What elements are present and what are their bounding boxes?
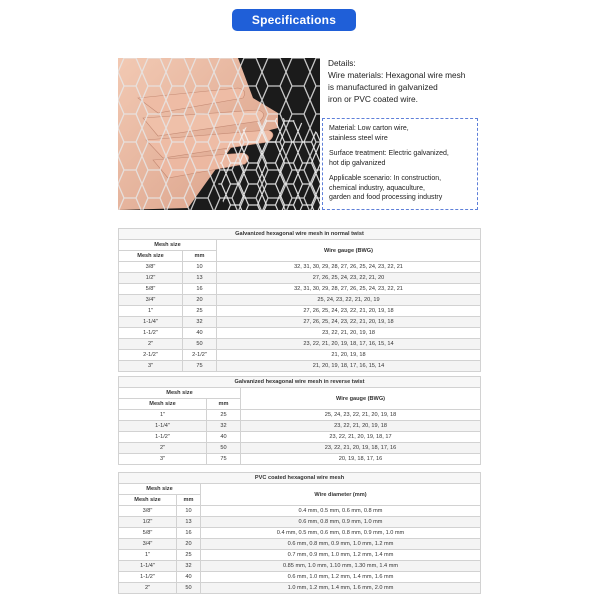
table-row <box>119 284 481 295</box>
mesh-size-cell: 3" <box>119 454 207 465</box>
application-line: garden and food processing industry <box>329 194 443 201</box>
mesh-size-header: Mesh size <box>119 495 177 506</box>
normal-twist-table <box>118 228 481 372</box>
mesh-size-header: Mesh size <box>119 399 207 410</box>
table-row <box>119 583 481 594</box>
mesh-size-cell: 1" <box>119 410 207 421</box>
mesh-size-cell: 5/8" <box>119 528 177 539</box>
value-cell: 25, 24, 23, 22, 21, 20, 19 <box>217 295 481 306</box>
mm-cell: 40 <box>177 572 201 583</box>
mm-cell: 20 <box>183 295 217 306</box>
table-row <box>119 432 481 443</box>
mesh-size-group-header: Mesh size <box>119 484 201 495</box>
mm-cell: 32 <box>177 561 201 572</box>
mm-cell: 16 <box>183 284 217 295</box>
mesh-size-cell: 1-1/2" <box>119 328 183 339</box>
surface-line: hot dip galvanized <box>329 159 386 167</box>
mesh-size-cell: 1" <box>119 550 177 561</box>
value-cell: 23, 22, 21, 20, 19, 18 <box>217 328 481 339</box>
value-cell: 1.0 mm, 1.2 mm, 1.4 mm, 1.6 mm, 2.0 mm <box>201 583 481 594</box>
material-line: stainless steel wire <box>329 134 388 142</box>
surface-text <box>329 149 471 168</box>
mm-header: mm <box>183 251 217 262</box>
mesh-size-cell: 2" <box>119 583 177 594</box>
mesh-size-cell: 3" <box>119 361 183 372</box>
mesh-size-cell: 1-1/4" <box>119 317 183 328</box>
mm-cell: 25 <box>177 550 201 561</box>
value-cell: 25, 24, 23, 22, 21, 20, 19, 18 <box>241 410 481 421</box>
application-line: chemical industry, aquaculture, <box>329 184 425 192</box>
mm-cell: 50 <box>177 583 201 594</box>
table-row <box>119 454 481 465</box>
mesh-size-cell: 3/4" <box>119 539 177 550</box>
value-cell: 0.6 mm, 0.8 mm, 0.9 mm, 1.0 mm <box>201 517 481 528</box>
mesh-size-cell: 1-1/2" <box>119 432 207 443</box>
mm-cell: 75 <box>207 454 241 465</box>
mm-header: mm <box>207 399 241 410</box>
mm-cell: 40 <box>183 328 217 339</box>
mesh-size-cell: 1/2" <box>119 273 183 284</box>
mesh-size-cell: 3/4" <box>119 295 183 306</box>
value-cell: 0.4 mm, 0.5 mm, 0.6 mm, 0.8 mm <box>201 506 481 517</box>
value-cell: 23, 22, 21, 20, 19, 18, 17, 16, 15, 14 <box>217 339 481 350</box>
details-line: is manufactured in galvanized <box>328 82 438 92</box>
surface-line: Surface treatment: Electric galvanized, <box>329 150 449 157</box>
value-cell: 0.6 mm, 1.0 mm, 1.2 mm, 1.4 mm, 1.6 mm <box>201 572 481 583</box>
material-info-box <box>322 118 478 210</box>
mesh-size-cell: 1-1/4" <box>119 421 207 432</box>
mm-cell: 32 <box>183 317 217 328</box>
mm-cell: 50 <box>183 339 217 350</box>
table-row <box>119 339 481 350</box>
mesh-size-group-header: Mesh size <box>119 388 241 399</box>
mm-cell: 13 <box>183 273 217 284</box>
mm-cell: 25 <box>207 410 241 421</box>
pvc-coated-table <box>118 472 481 594</box>
value-cell: 21, 20, 19, 18, 17, 16, 15, 14 <box>217 361 481 372</box>
mm-cell: 20 <box>177 539 201 550</box>
mesh-size-cell: 1-1/4" <box>119 561 177 572</box>
mesh-size-cell: 1-1/2" <box>119 572 177 583</box>
material-line: Material: Low carton wire, <box>329 125 409 132</box>
mesh-size-cell: 1/2" <box>119 517 177 528</box>
value-cell: 32, 31, 30, 29, 28, 27, 26, 25, 24, 23, 22, 21 <box>217 284 481 295</box>
table-row <box>119 550 481 561</box>
mm-cell: 2-1/2" <box>183 350 217 361</box>
details-line: Details: <box>328 58 356 68</box>
table-row <box>119 517 481 528</box>
wire-gauge-header: Wire gauge (BWG) <box>241 388 481 410</box>
table-row <box>119 410 481 421</box>
details-line: iron or PVC coated wire. <box>328 94 418 104</box>
value-cell: 27, 26, 25, 24, 23, 22, 21, 20 <box>217 273 481 284</box>
value-cell: 27, 26, 25, 24, 23, 22, 21, 20, 19, 18 <box>217 317 481 328</box>
wire-mesh-photo <box>118 58 320 210</box>
material-text <box>329 124 471 143</box>
table-row <box>119 421 481 432</box>
table-row <box>119 539 481 550</box>
value-cell: 23, 22, 21, 20, 19, 18, 17, 16 <box>241 443 481 454</box>
table-row <box>119 572 481 583</box>
value-cell: 0.6 mm, 0.8 mm, 0.9 mm, 1.0 mm, 1.2 mm <box>201 539 481 550</box>
mm-cell: 10 <box>183 262 217 273</box>
table-title: Galvanized hexagonal wire mesh in reverse twist <box>119 377 481 388</box>
mm-cell: 40 <box>207 432 241 443</box>
value-cell: 0.4 mm, 0.5 mm, 0.6 mm, 0.8 mm, 0.9 mm, 1.0 mm <box>201 528 481 539</box>
table-row <box>119 306 481 317</box>
table-row <box>119 273 481 284</box>
reverse-twist-table <box>118 376 481 465</box>
mesh-size-cell: 1" <box>119 306 183 317</box>
mesh-size-cell: 2" <box>119 339 183 350</box>
application-text <box>329 174 471 203</box>
mesh-size-cell: 3/8" <box>119 506 177 517</box>
table-title: Galvanized hexagonal wire mesh in normal twist <box>119 229 481 240</box>
mm-cell: 32 <box>207 421 241 432</box>
details-text <box>328 57 488 105</box>
value-cell: 21, 20, 19, 18 <box>217 350 481 361</box>
table-row <box>119 262 481 273</box>
hand-with-mesh-illustration <box>118 58 320 210</box>
mm-cell: 25 <box>183 306 217 317</box>
details-line: Wire materials: Hexagonal wire mesh <box>328 70 466 80</box>
specifications-header: Specifications <box>232 9 356 31</box>
table-title: PVC coated hexagonal wire mesh <box>119 473 481 484</box>
value-cell: 23, 22, 21, 20, 19, 18 <box>241 421 481 432</box>
mesh-size-cell: 5/8" <box>119 284 183 295</box>
table-row <box>119 443 481 454</box>
table-row <box>119 361 481 372</box>
wire-gauge-header: Wire gauge (BWG) <box>217 240 481 262</box>
mesh-size-cell: 3/8" <box>119 262 183 273</box>
value-cell: 0.85 mm, 1.0 mm, 1.10 mm, 1.30 mm, 1.4 mm <box>201 561 481 572</box>
mm-cell: 16 <box>177 528 201 539</box>
mm-header: mm <box>177 495 201 506</box>
value-cell: 20, 19, 18, 17, 16 <box>241 454 481 465</box>
value-cell: 23, 22, 21, 20, 19, 18, 17 <box>241 432 481 443</box>
table-row <box>119 561 481 572</box>
mesh-size-group-header: Mesh size <box>119 240 217 251</box>
value-cell: 32, 31, 30, 29, 28, 27, 26, 25, 24, 23, 22, 21 <box>217 262 481 273</box>
mesh-size-header: Mesh size <box>119 251 183 262</box>
table-row <box>119 350 481 361</box>
mesh-size-cell: 2-1/2" <box>119 350 183 361</box>
table-row <box>119 317 481 328</box>
mm-cell: 13 <box>177 517 201 528</box>
wire-diameter-header: Wire diameter (mm) <box>201 484 481 506</box>
mesh-size-cell: 2" <box>119 443 207 454</box>
application-line: Applicable scenario: In construction, <box>329 175 442 182</box>
table-row <box>119 328 481 339</box>
mm-cell: 10 <box>177 506 201 517</box>
value-cell: 27, 26, 25, 24, 23, 22, 21, 20, 19, 18 <box>217 306 481 317</box>
mm-cell: 75 <box>183 361 217 372</box>
table-row <box>119 506 481 517</box>
table-row <box>119 528 481 539</box>
table-row <box>119 295 481 306</box>
mm-cell: 50 <box>207 443 241 454</box>
value-cell: 0.7 mm, 0.9 mm, 1.0 mm, 1.2 mm, 1.4 mm <box>201 550 481 561</box>
